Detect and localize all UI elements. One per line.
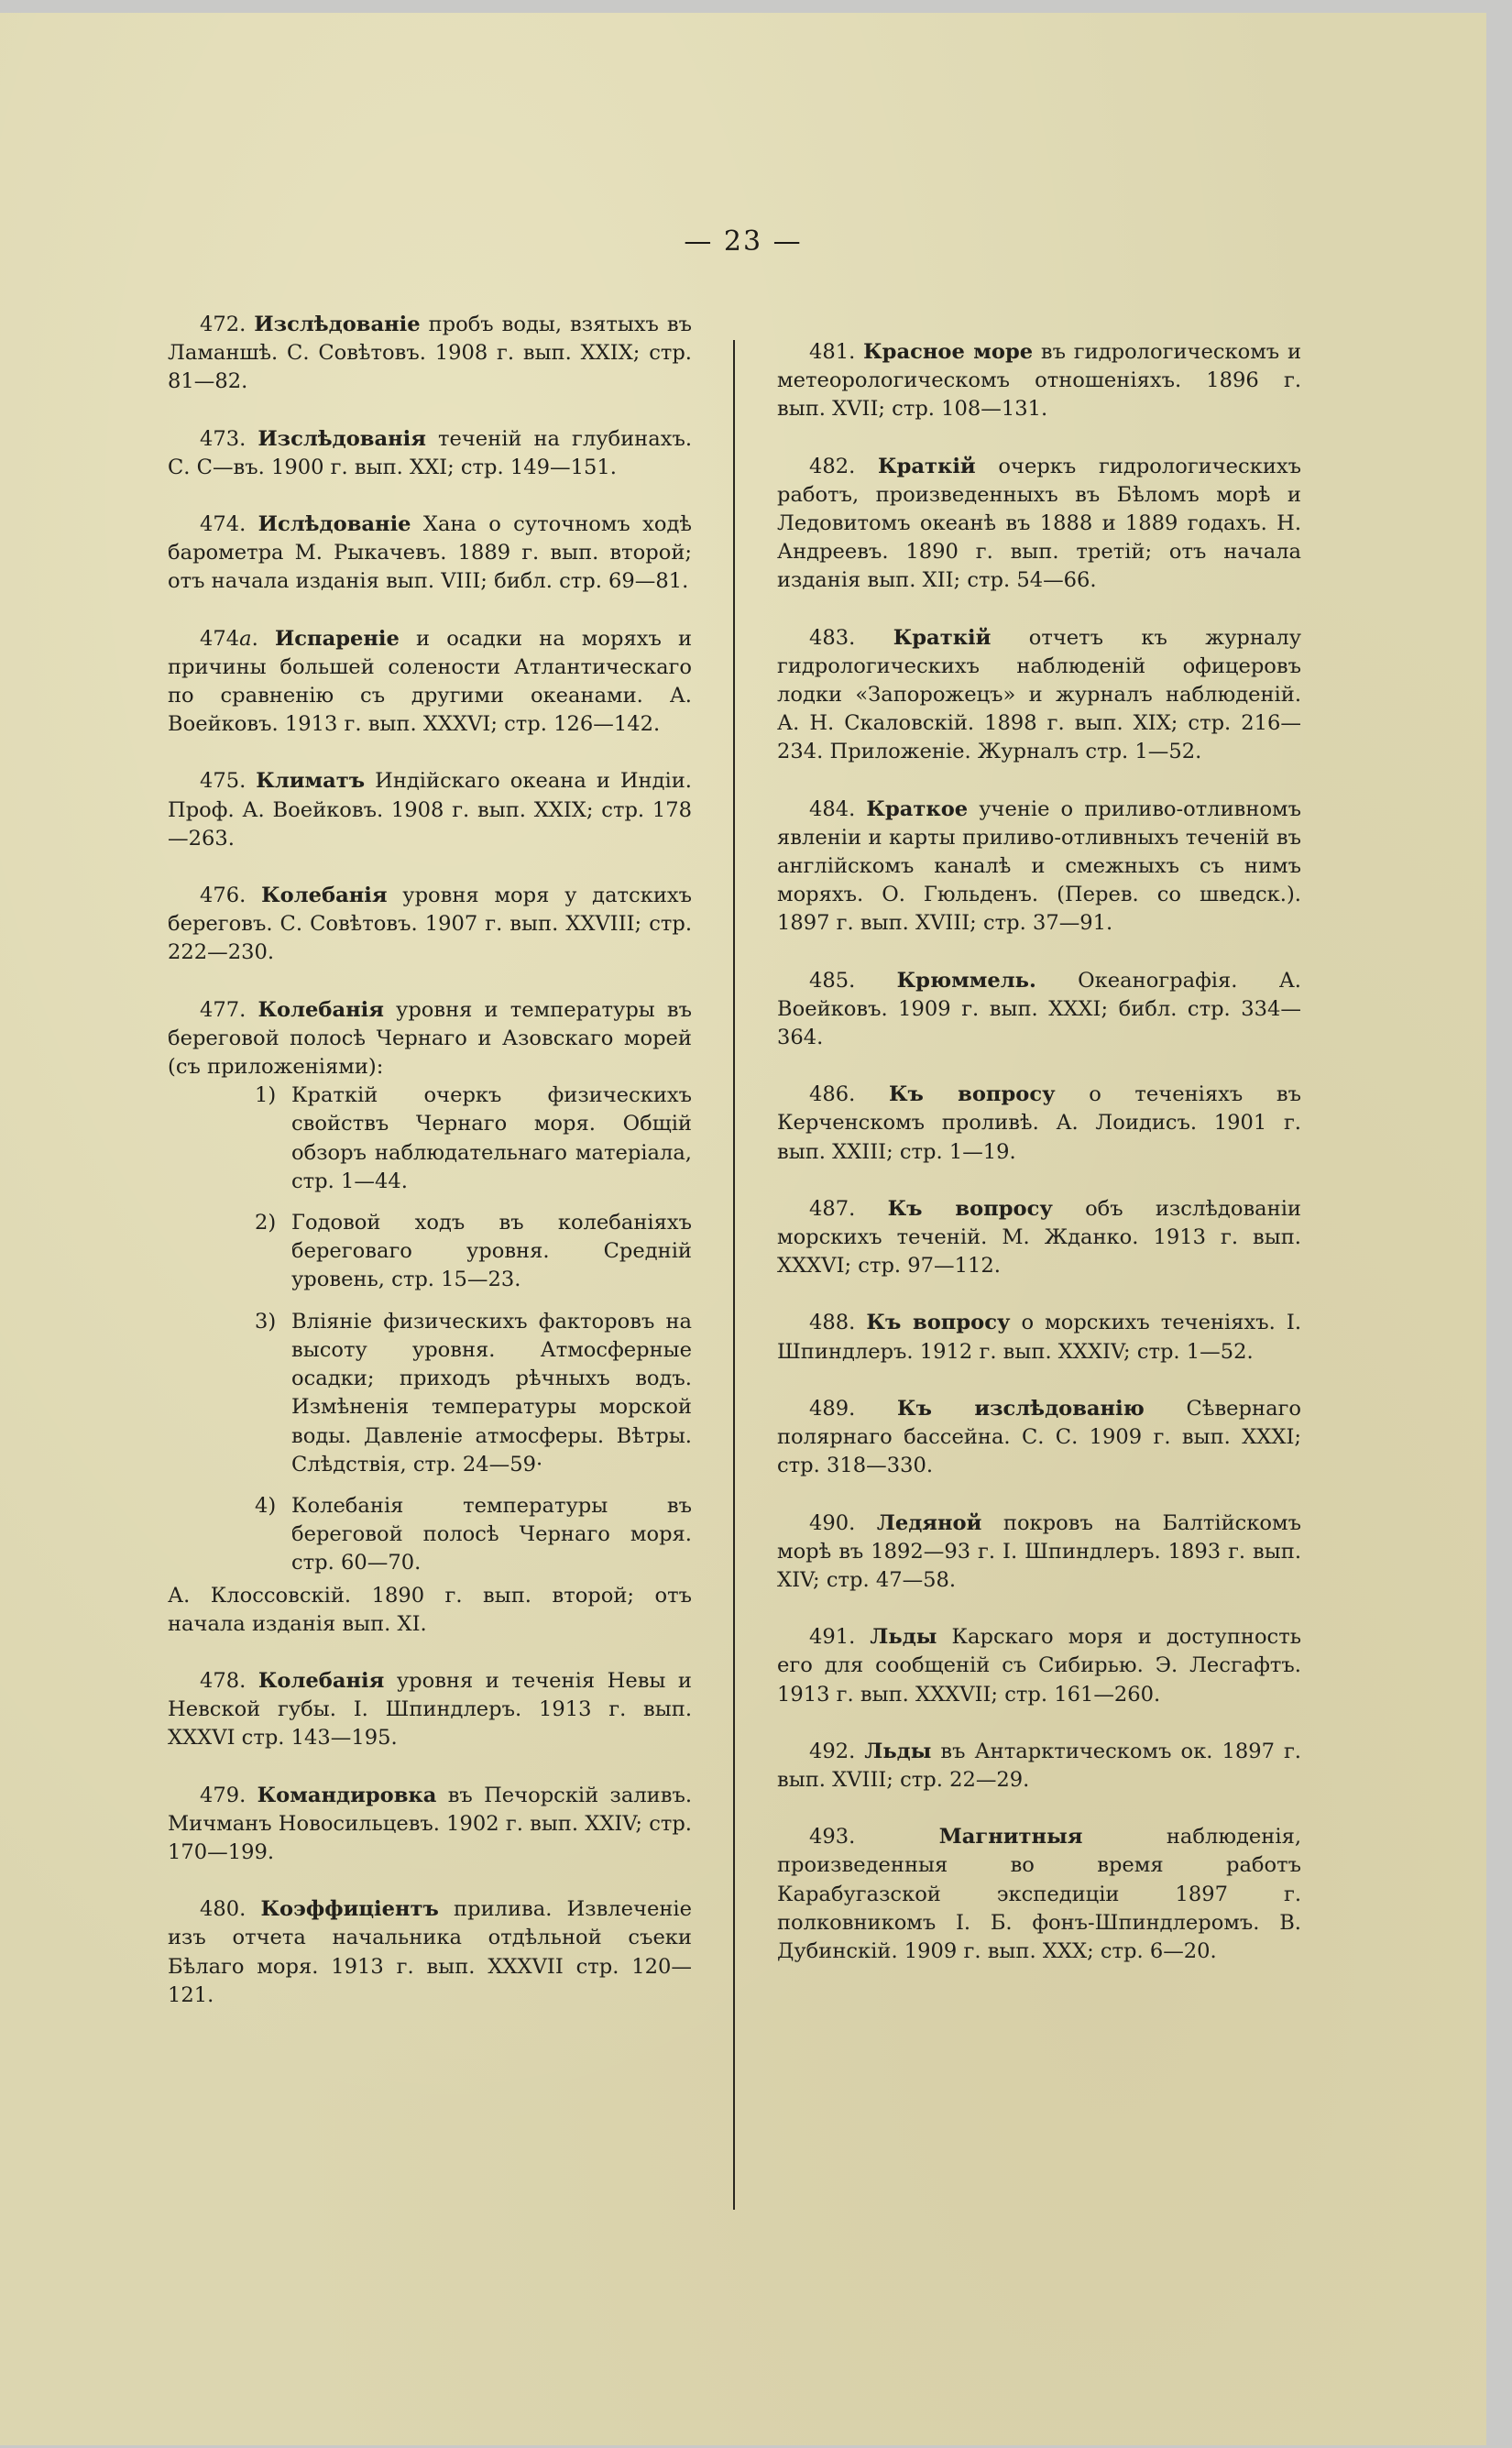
entry-number-dot: .	[251, 626, 258, 651]
entry-heading: Ислѣдованіе	[257, 512, 411, 537]
entry-body: о морскихъ теченіяхъ. I. Шпиндлеръ. 1912 г. вып. XXXIV; стр. 1—52.	[777, 1311, 1301, 1364]
entry-body: прилива. Извлеченіе изъ отчета начальника отдѣльной съеки Бѣлаго моря. 1913 г. вып. XXXVII стр. 120—121.	[168, 1897, 692, 2007]
sublist-text: Годовой ходъ въ колебаніяхъ береговаго уровня. Средній уровень, стр. 15—23.	[291, 1211, 692, 1292]
bibliography-entry	[168, 311, 692, 397]
bibliography-entry	[168, 1895, 692, 2010]
entry-heading: Къ вопросу	[866, 1311, 1011, 1335]
entry-sublist	[255, 1081, 692, 1577]
sublist-item	[255, 1492, 692, 1578]
bibliography-entry	[168, 1782, 692, 1868]
bibliography-entry	[168, 510, 692, 597]
entry-number: 490.	[809, 1510, 856, 1535]
bibliography-entry	[168, 996, 692, 1639]
entry-number: 488.	[809, 1311, 856, 1335]
entry-body: покровъ на Балтійскомъ морѣ въ 1892—93 г. I. Шпиндлеръ. 1893 г. вып. XIV; стр. 47—58.	[777, 1510, 1301, 1592]
entry-body: уровня моря у датскихъ береговъ. С. Совѣтовъ. 1907 г. вып. XXVIII; стр. 222—230.	[168, 884, 692, 965]
bibliography-entry	[777, 1195, 1301, 1281]
sublist-text: Краткій очеркъ физическихъ свойствъ Чернаго моря. Общій обзоръ наблюдательнаго матеріала, стр. 1—44.	[291, 1083, 692, 1193]
entry-body: Хана о суточномъ ходѣ барометра М. Рыкачевъ. 1889 г. вып. второй; отъ начала изданія вып. VIII; библ. стр. 69—81.	[168, 512, 692, 594]
page-number: — 23 —	[684, 225, 803, 258]
entry-heading: Краткій	[893, 625, 992, 650]
entry-number: 474.	[200, 512, 247, 537]
entry-heading: Краткій	[878, 454, 976, 478]
entry-number: 492.	[809, 1739, 856, 1763]
bibliography-entry	[777, 1623, 1301, 1709]
entry-number: 484.	[809, 796, 856, 821]
left-column	[168, 311, 692, 2038]
bibliography-entry	[777, 967, 1301, 1053]
entry-body: отчетъ къ журналу гидрологическихъ наблюденій офицеровъ лодки «Запорожецъ» и журналъ наблюденій. А. Н. Скаловскій. 1898 г. вып. XIX; стр. 216—234. Приложеніе. Журналъ стр. 1—52.	[777, 625, 1301, 764]
sublist-marker: 1)	[255, 1083, 277, 1108]
bibliography-entry	[168, 882, 692, 968]
entry-heading: Магнитныя	[938, 1825, 1083, 1850]
bibliography-entry	[777, 1395, 1301, 1481]
entry-body: объ изслѣдованіи морскихъ теченій. М. Жданко. 1913 г. вып. XXXVI; стр. 97—112.	[777, 1196, 1301, 1279]
entry-heading: Испареніе	[274, 626, 400, 651]
entry-number: 493.	[809, 1825, 856, 1850]
entry-number: 486.	[809, 1082, 856, 1107]
entry-number: 477.	[200, 997, 247, 1022]
bibliography-entry	[777, 624, 1301, 767]
entry-body: наблюденія, произведенныя во время работъ Карабугазской экспедиціи 1897 г. полковникомъ I. Б. фонъ-Шпиндлеромъ. В. Дубинскій. 1909 г. вып. XXX; стр. 6—20.	[777, 1825, 1302, 1963]
sublist-item	[255, 1209, 692, 1295]
entry-heading: Къ изслѣдованію	[897, 1396, 1145, 1421]
entry-body: очеркъ гидрологическихъ работъ, произведенныхъ въ Бѣломъ морѣ и Ледовитомъ океанѣ въ 1888 и 1889 годахъ. Н. Андреевъ. 1890 г. вып. третій; отъ начала изданія вып. XII; стр. 54—66.	[777, 454, 1302, 593]
entry-number: 481.	[809, 340, 856, 364]
entry-number-base: 474	[200, 626, 240, 651]
entry-heading: Колебанія	[261, 884, 388, 908]
entry-body: Индійскаго океана и Индіи. Проф. А. Воейковъ. 1908 г. вып. XXIX; стр. 178—263.	[168, 769, 692, 851]
entry-heading: Колебанія	[257, 1668, 385, 1693]
bibliography-entry	[777, 1738, 1301, 1795]
entry-body: Океанографія. А. Воейковъ. 1909 г. вып. XXXI; библ. стр. 334—364.	[777, 968, 1301, 1050]
entry-body: теченій на глубинахъ. С. С—въ. 1900 г. вып. XXI; стр. 149—151.	[168, 426, 692, 479]
sublist-marker: 4)	[255, 1493, 277, 1518]
entry-number: 491.	[809, 1625, 856, 1650]
entry-body: пробъ воды, взятыхъ въ Ламаншѣ. С. Совѣтовъ. 1908 г. вып. XXIX; стр. 81—82.	[168, 313, 693, 394]
entry-heading: Климатъ	[256, 769, 366, 794]
sublist-item	[255, 1081, 692, 1196]
bibliography-entry	[777, 1509, 1301, 1596]
entry-heading: Командировка	[257, 1783, 437, 1807]
right-column	[777, 338, 1301, 1994]
entry-number: 483.	[809, 625, 856, 650]
bibliography-entry	[168, 767, 692, 853]
entry-number: 480.	[200, 1897, 247, 1922]
entry-number: 472.	[200, 313, 247, 336]
entry-heading: Изслѣдованія	[257, 426, 426, 451]
sublist-item	[255, 1308, 692, 1479]
entry-heading: Ледяной	[876, 1510, 982, 1535]
entry-body: въ Печорскій заливъ. Мичманъ Новосильцевъ. 1902 г. вып. XXIV; стр. 170—199.	[168, 1783, 693, 1864]
entry-heading: Коэффиціентъ	[260, 1897, 439, 1922]
entry-number-suffix: a	[239, 626, 252, 651]
entry-number: 473.	[200, 426, 247, 451]
entry-body: уровня и температуры въ береговой полосѣ Чернаго и Азовскаго морей (съ приложеніями):	[168, 997, 693, 1080]
entry-body: о теченіяхъ въ Керченскомъ проливѣ. А. Лоидисъ. 1901 г. вып. XXIII; стр. 1—19.	[777, 1082, 1301, 1164]
entry-heading: Къ вопросу	[888, 1082, 1056, 1107]
entry-number: 478.	[200, 1668, 247, 1693]
entry-number: 479.	[200, 1783, 247, 1807]
entry-body: и осадки на моряхъ и причины большей солености Атлантическаго по сравненію съ другими океанами. А. Воейковъ. 1913 г. вып. XXXVI; стр. 126—142.	[168, 626, 693, 737]
bibliography-entry	[777, 453, 1301, 596]
bibliography-entry	[777, 1823, 1301, 1966]
entry-heading: Изслѣдованіе	[254, 313, 421, 336]
entry-number: 489.	[809, 1396, 856, 1421]
entry-number: 475.	[200, 769, 247, 794]
entry-body: Сѣвернаго полярнаго бассейна. С. С. 1909 г. вып. XXXI; стр. 318—330.	[777, 1396, 1301, 1478]
entry-heading: Крюммель.	[896, 968, 1036, 993]
entry-tail: А. Клоссовскій. 1890 г. вып. второй; отъ начала изданія вып. XI.	[168, 1583, 692, 1636]
bibliography-entry	[168, 625, 692, 740]
entry-number	[200, 627, 258, 651]
entry-heading: Льды	[870, 1625, 937, 1650]
entry-heading: Къ вопросу	[887, 1196, 1053, 1221]
bibliography-entry	[168, 425, 692, 482]
bibliography-entry	[777, 1081, 1301, 1167]
sublist-marker: 3)	[255, 1309, 277, 1334]
bibliography-entry	[777, 796, 1301, 939]
entry-body: въ Антарктическомъ ок. 1897 г. вып. XVIII; стр. 22—29.	[777, 1739, 1301, 1792]
entry-body: Карскаго моря и доступность его для сообщеній съ Сибирью. Э. Лесгафтъ. 1913 г. вып. XXXVII; стр. 161—260.	[777, 1625, 1301, 1707]
column-divider	[733, 340, 735, 2210]
entry-body: въ гидрологическомъ и метеорологическомъ отношеніяхъ. 1896 г. вып. XVII; стр. 108—131.	[777, 340, 1301, 422]
entry-number: 487.	[809, 1196, 856, 1221]
entry-number: 476.	[200, 884, 247, 908]
sublist-text: Вліяніе физическихъ факторовъ на высоту уровня. Атмосферные осадки; приходъ рѣчныхъ водъ. Измѣненія температуры морской воды. Давленіе атмосферы. Вѣтры. Слѣдствія, стр. 24—59·	[291, 1309, 692, 1476]
sublist-marker: 2)	[255, 1211, 277, 1235]
entry-heading: Красное море	[863, 340, 1034, 364]
entry-number: 485.	[809, 968, 856, 993]
entry-heading: Колебанія	[257, 997, 384, 1022]
entry-body: ученіе о приливо-отливномъ явленіи и карты приливо-отливныхъ теченій въ англійскомъ каналѣ и смежныхъ съ нимъ моряхъ. О. Гюльденъ. (Перев. со шведск.). 1897 г. вып. XVIII; стр. 37—91.	[777, 796, 1302, 936]
bibliography-entry	[777, 1309, 1301, 1366]
scanned-page	[0, 13, 1486, 2445]
entry-body: уровня и теченія Невы и Невской губы. I. Шпиндлеръ. 1913 г. вып. XXXVI стр. 143—195.	[168, 1668, 692, 1751]
sublist-text: Колебанія температуры въ береговой полосѣ Чернаго моря. стр. 60—70.	[291, 1493, 692, 1575]
bibliography-entry	[168, 1667, 692, 1753]
entry-heading: Краткое	[866, 796, 969, 821]
entry-number: 482.	[809, 454, 856, 478]
entry-heading: Льды	[864, 1739, 932, 1763]
bibliography-entry	[777, 338, 1301, 424]
